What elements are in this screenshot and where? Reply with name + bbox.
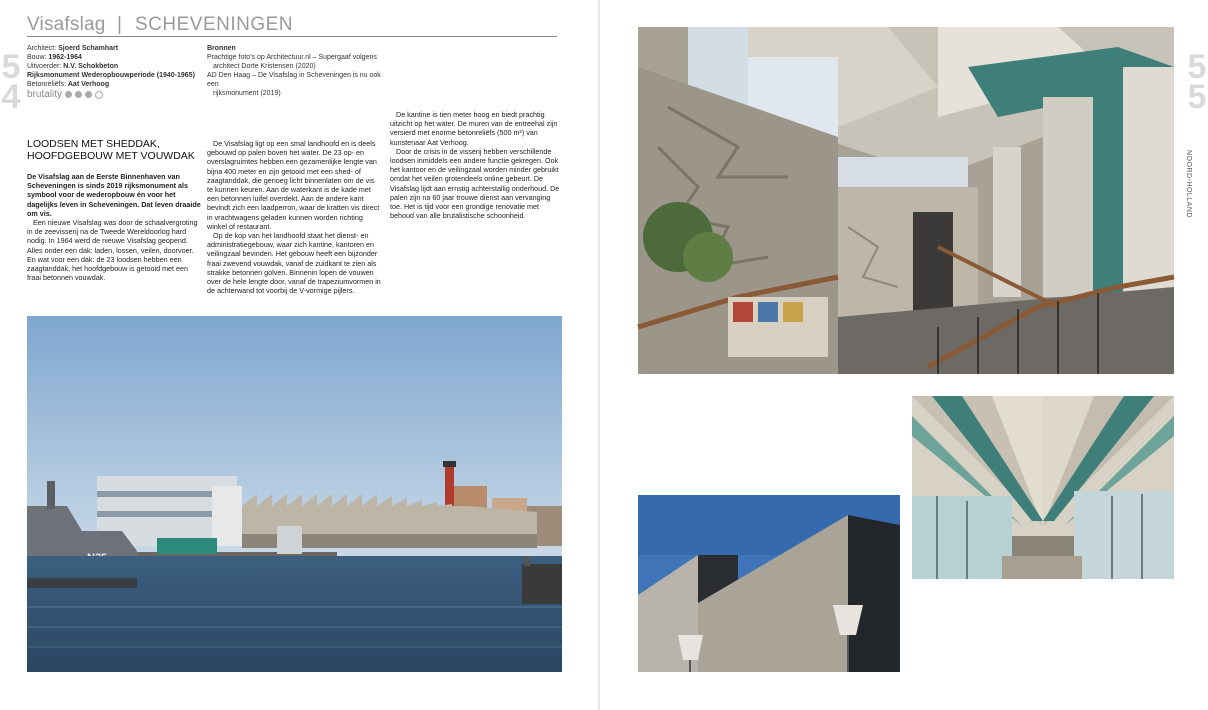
- rating-dot-empty: [95, 91, 103, 99]
- rating-dot-filled: [75, 91, 82, 98]
- source-line: rijksmonument (2019): [213, 90, 281, 97]
- article-heading: LOODSEN MET SHEDDAK, HOOFDGEBOUW MET VOUWDAK: [27, 138, 195, 162]
- article-paragraph: Een nieuwe Visafslag was door de schaalvergroting in de zeevisserij na de Tweede Wereldoorlog hard nodig. In 1964 werd de nieuwe Visafslag geopend. Alles onder een dak: laden, lossen, veilen, doorvoer. En wat voor een dak: de 23 loodsen hebben een zaagtanddak, het hoofdgebouw is getooid met een fraai betonnen vouwdak.: [27, 218, 198, 283]
- rating-label: brutality: [27, 89, 63, 100]
- article-paragraph: Door de crisis in de visserij hebben verschillende loodsen inmiddels een andere functie gekregen. Ook het kantoor en de veilingzaal worden minder gebruikt omdat het veilen grotendeels online gebeurt. De Visafslag lijdt aan ernstig achterstallig onderhoud. De palen zijn na 60 jaar trouwe dienst aan vervanging toe. Het is tijd voor een grondige renovatie met behoud van alle brutalistische schoonheid.: [390, 146, 560, 221]
- page-number-left: [0, 48, 22, 116]
- rating-dot-filled: [85, 91, 92, 98]
- title-separator: |: [117, 14, 122, 35]
- page-number-digit: 5: [1187, 78, 1207, 116]
- page-header: [27, 14, 557, 37]
- region-side-label: [1180, 150, 1196, 270]
- page-number-digit: 5: [1187, 48, 1207, 86]
- page-number-digit: 5: [1, 48, 21, 86]
- entrance-hall-photo: [638, 27, 1174, 374]
- build-value: 1962-1964: [48, 54, 82, 61]
- rating-dot-filled: [65, 91, 72, 98]
- article-paragraph: De Visafslag ligt op een smal landhoofd en is deels gebouwd op palen boven het water. De 23 op- en overslagruimtes hebben een gezamenlijke lengte van bijna 400 meter en zijn getooid met een shed- of zaagtanddak, die genoeg licht binnenlaten om de vis te kunnen keuren. Aan de waterkant is de kade met een betonnen luifel overdekt. Aan de andere kant bevindt zich een laadperron, waar de kratten vis direct in vrachtwagens geladen kunnen worden richting winkel of restaurant.: [207, 139, 380, 231]
- sources-title: Bronnen: [207, 45, 236, 52]
- monument-status: Rijksmonument Wederopbouwperiode (1940-1965): [27, 72, 195, 79]
- build-label: Bouw:: [27, 54, 47, 61]
- brutality-rating: [27, 89, 103, 100]
- page-number-digit: 4: [1, 78, 21, 116]
- reliefs-label: Betonreliëfs:: [27, 81, 66, 88]
- source-line: architect Dorte Kristensen (2020): [213, 63, 316, 70]
- source-line: AD Den Haag – De Visafslag in Scheveningen is nu ook een: [207, 72, 381, 88]
- region-label: NOORD-HOLLAND: [1185, 150, 1192, 218]
- left-page: [0, 0, 600, 710]
- contractor-value: N.V. Schokbeton: [63, 63, 119, 70]
- article-lead: De Visafslag aan de Eerste Binnenhaven van Scheveningen is sinds 2019 rijksmonument als symbool voor de wederopbouw én voor het dagelijks leven in Scheveningen. Dat leven draaide om vis.: [27, 172, 201, 218]
- architect-value: Sjoerd Schamhart: [58, 45, 119, 52]
- page-title: Visafslag: [27, 14, 106, 35]
- sources: [207, 44, 387, 98]
- harbor-photo: [27, 316, 562, 672]
- article-paragraph: De kantine is tien meter hoog en biedt prachtig uitzicht op het water. De muren van de entreehal zijn versierd met enorme betonreliëfs (500 m²) van kunstenaar Aat Verhoog.: [390, 110, 558, 147]
- source-line: Prachtige foto's op Architectuur.nl – Supergaaf volgens: [207, 54, 377, 61]
- canteen-ceiling-photo: [912, 396, 1174, 579]
- article-column-1: [27, 172, 202, 282]
- page-location: SCHEVENINGEN: [135, 14, 294, 35]
- sawtooth-roof-photo: [638, 495, 900, 672]
- article-paragraph: Op de kop van het landhoofd staat het dienst- en administratiegebouw, waar zich kantine, kantoren en veilingzaal bevinden. Het gebouw heeft een bijzonder fraai zwevend vouwdak, vanaf de zuidkant te zien als strakke betonnen golven. Binnenin lopen de vouwen over de hele lengte door, vanaf de trapeziumvormen in de achterwand tot voorbij de V-vormige pijlers.: [207, 231, 381, 296]
- architect-label: Architect:: [27, 45, 57, 52]
- article-column-2: [207, 139, 382, 295]
- building-facts: [27, 44, 197, 89]
- article-column-3: [390, 110, 562, 220]
- contractor-label: Uitvoerder:: [27, 63, 62, 70]
- page-number-right: [1186, 48, 1208, 116]
- reliefs-value: Aat Verhoog: [67, 81, 110, 88]
